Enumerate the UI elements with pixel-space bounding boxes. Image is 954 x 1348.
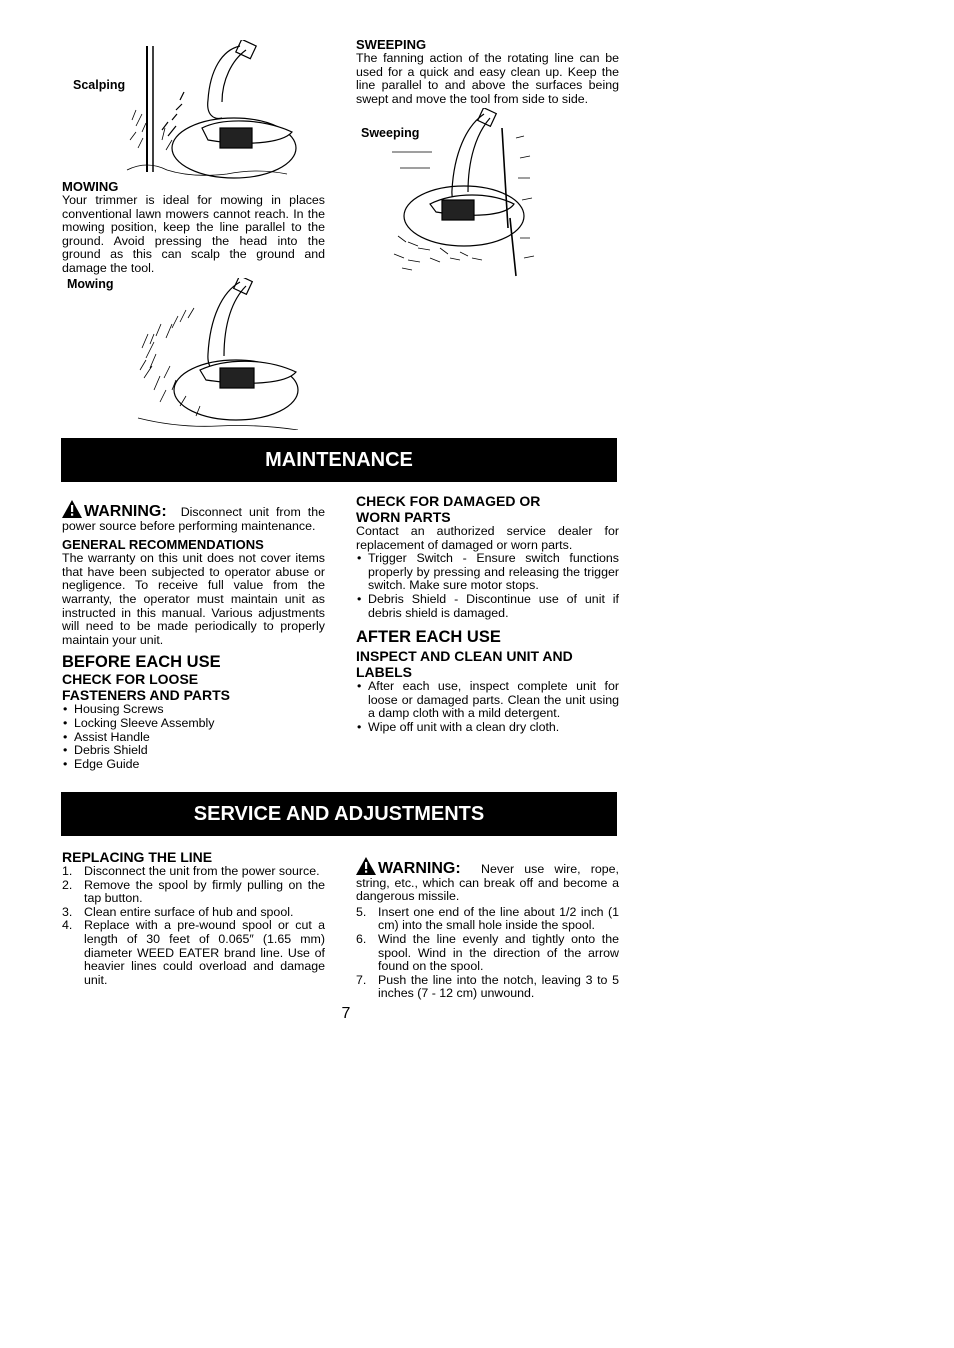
list-item: • Wipe off unit with a clean dry cloth. [356,721,619,735]
list-item: 6. Wind the line evenly and tightly onto the spool. Wind in the direction of the arrow found on the spool. [356,931,619,974]
list-item: • After each use, inspect complete unit for loose or damaged parts. Clean the unit using a damp cloth with a mild detergent. [356,680,619,721]
maintenance-warning [62,500,325,533]
check-damaged-body: Contact an authorized service dealer for replacement of damaged or worn parts. [356,524,619,552]
list-item: • Assist Handle [62,731,325,745]
replacing-steps-list-1 [62,865,325,987]
general-recommendations-title: GENERAL RECOMMENDATIONS [62,537,264,553]
damaged-parts-list [356,552,619,620]
list-item: • Locking Sleeve Assembly [62,717,325,731]
list-item: • Trigger Switch - Ensure switch functions properly by pressing and releasing the trigger switch. Make sure motor stops. [356,552,619,593]
sweeping-figure-label: Sweeping [361,126,420,140]
sweeping-section [356,37,619,106]
check-damaged-title-1: CHECK FOR DAMAGED OR [356,493,541,509]
service-warning-word: WARNING: [378,860,461,877]
list-item: 2. Remove the spool by firmly pulling on the tap button. [62,877,325,906]
inspect-clean-title: INSPECT AND CLEAN UNIT AND LABELS [356,648,573,681]
sweeping-illustration [390,108,560,280]
maintenance-left-column [62,500,325,771]
maintenance-right-column [356,493,619,735]
list-item: 5. Insert one end of the line about 1/2 inch (1 cm) into the small hole inside the spool. [356,904,619,933]
list-item: • Debris Shield [62,744,325,758]
list-item: 3. Clean entire surface of hub and spool. [62,904,294,919]
list-item: • Housing Screws [62,703,325,717]
service-warning [356,857,619,904]
service-right-column [356,857,619,1001]
list-item: 7. Push the line into the notch, leaving 3 to 5 inches (7 - 12 cm) unwound. [356,972,619,1001]
mowing-title: MOWING [62,179,119,194]
list-item: 1. Disconnect the unit from the power source. [62,864,320,878]
warning-triangle-icon [62,500,82,518]
mowing-section [62,179,325,276]
mowing-illustration [136,278,306,430]
sweeping-title: SWEEPING [356,37,427,52]
service-warning-text: Never use wire, rope, string, etc., which can break off and become a dangerous missile. [356,862,620,904]
scalping-figure-label: Scalping [73,78,126,92]
inspect-list [356,680,619,734]
list-item: • Debris Shield - Discontinue use of unit if debris shield is damaged. [356,593,619,620]
service-banner: SERVICE AND ADJUSTMENTS [61,792,617,836]
maintenance-banner: MAINTENANCE [61,438,617,482]
list-item: 4. Replace with a pre-wound spool or cut a length of 30 feet of 0.065″ (1.65 mm) diameter WEED EATER brand line. Use of heavier lines could overload and damage unit. [62,918,325,987]
page-number: 7 [341,1005,351,1022]
scalping-illustration [122,40,302,180]
replacing-line-title: REPLACING THE LINE [62,849,213,865]
loose-parts-list [62,703,325,771]
check-loose-title-2: FASTENERS AND PARTS [62,687,231,704]
warning-triangle-icon [356,857,376,875]
general-recommendations-body: The warranty on this unit does not cover items that have been subjected to operator abuse or negligence. To receive full value from the warranty, the operator must maintain unit as instructed in this manual. Various adjustments will need to be made periodically to properly maintain your unit. [62,551,325,647]
maintenance-warning-text: Disconnect unit from the power source before performing maintenance. [62,505,325,533]
service-left-column [62,849,325,987]
check-loose-title-1: CHECK FOR LOOSE [62,671,199,688]
after-each-use-title: AFTER EACH USE [356,628,501,647]
mowing-body: Your trimmer is ideal for mowing in places conventional lawn mowers cannot reach. In the mowing position, keep the line parallel to the ground. Avoid pressing the head into the ground as this can scalp the ground and damage the tool. [62,193,325,275]
sweeping-body: The fanning action of the rotating line can be used for a quick and easy clean up. Keep the line parallel to and above the surfaces being swept and move the tool from side to side. [356,51,619,106]
list-item: • Edge Guide [62,758,325,772]
maintenance-warning-word: WARNING: [84,503,167,520]
before-each-use-title: BEFORE EACH USE [62,653,221,672]
replacing-steps-list-2 [356,906,619,1001]
mowing-figure-label: Mowing [67,277,114,291]
check-damaged-title-2: WORN PARTS [356,509,451,525]
